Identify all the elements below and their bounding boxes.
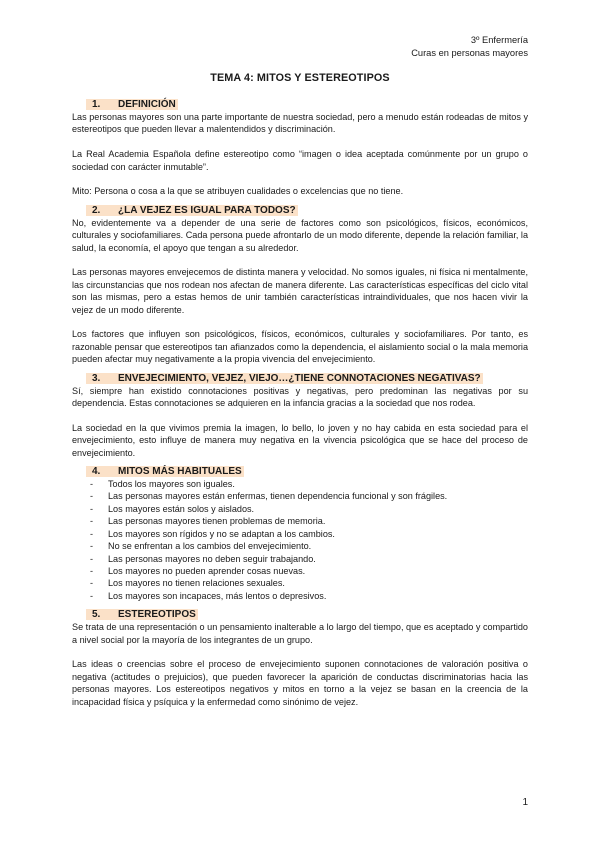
myths-list (72, 478, 528, 602)
paragraph: No, evidentemente va a depender de una serie de factores como son psicológicos, físicos, económicos, culturales y sociofamiliares. Cada persona puede afrontarlo de un modo diferente, depende la relación familiar, la salud, la economía, el apoyo que tengan a su alrededor. (72, 217, 528, 253)
section-heading-definicion: 1. DEFINICIÓN (72, 98, 528, 111)
section-heading-vejez: 2. ¿LA VEJEZ ES IGUAL PARA TODOS? (72, 204, 528, 217)
list-item: - Los mayores son rígidos y no se adaptan a los cambios. (90, 528, 335, 539)
section-heading-estereotipos: 5. ESTEREOTIPOS (72, 608, 528, 621)
list-item: - Los mayores no tienen relaciones sexuales. (90, 578, 285, 589)
paragraph: Los factores que influyen son psicológicos, físicos, económicos, culturales y sociofamiliares. Por tanto, es razonable pensar que estereotipos tan afianzados como la dependencia, el aislamiento social o la mala memoria pueden afectar muy negativamente a la propia vivencia del envejecimiento. (72, 329, 528, 365)
list-item: - Las personas mayores no deben seguir trabajando. (90, 553, 316, 564)
list-item: - Las personas mayores están enfermas, tienen dependencia funcional y son frágiles. (90, 491, 448, 502)
page-header (411, 34, 528, 60)
course-subject: Curas en personas mayores (411, 48, 528, 58)
course-year: 3º Enfermería (470, 35, 528, 45)
paragraph: La sociedad en la que vivimos premia la imagen, lo bello, lo joven y no hay cabida en esta sociedad para el envejecimiento, esto influye de manera muy negativa en la vivencia psicológica que se hace del proceso de envejecimiento. (72, 422, 528, 458)
document-body (72, 98, 528, 708)
list-item: - Los mayores no pueden aprender cosas nuevas. (90, 565, 306, 576)
list-item: - Los mayores están solos y aislados. (90, 503, 255, 514)
section-heading-envejecimiento: 3. ENVEJECIMIENTO, VEJEZ, VIEJO…¿TIENE CONNOTACIONES NEGATIVAS? (72, 372, 528, 385)
list-item: - Las personas mayores tienen problemas de memoria. (90, 516, 326, 527)
paragraph: La Real Academia Española define estereotipo como “imagen o idea aceptada comúnmente por un grupo o sociedad con carácter inmutable”. (72, 149, 528, 172)
list-item: - Los mayores son incapaces, más lentos o depresivos. (90, 590, 327, 601)
section-heading-mitos: 4. MITOS MÁS HABITUALES (72, 465, 528, 478)
list-item: - No se enfrentan a los cambios del envejecimiento. (90, 541, 312, 552)
paragraph: Se trata de una representación o un pensamiento inalterable a lo largo del tiempo, que es aceptado y compartido a nivel social por la mayoría de los integrantes de un grupo. (72, 622, 528, 645)
document-title: TEMA 4: MITOS Y ESTEREOTIPOS (210, 72, 390, 84)
paragraph: Mito: Persona o cosa a la que se atribuyen cualidades o excelencias que no tiene. (72, 186, 404, 197)
paragraph: Sí, siempre han existido connotaciones positivas y negativas, pero predominan las negativas por su dependencia. Estas connotaciones se adquieren en la infancia gracias a la sociedad que nos rodea. (72, 385, 528, 409)
paragraph: Las ideas o creencias sobre el proceso de envejecimiento suponen connotaciones de valoración positiva o negativa (actitudes o prejuicios), que pueden favorecer la aparición de conductas discriminatorias hacia las personas mayores. Los estereotipos negativos y mitos en torno a la vejez se basan en la creencia de la incapacidad física y psíquica y la enfermedad como sinónimo de vejez. (72, 659, 528, 707)
paragraph: Las personas mayores son una parte importante de nuestra sociedad, pero a menudo están rodeadas de mitos y estereotipos que pueden llevar a malentendidos y discriminación. (72, 112, 528, 135)
paragraph: Las personas mayores envejecemos de distinta manera y velocidad. No somos iguales, ni física ni mentalmente, las circunstancias que nos rodean nos afectan de manera diferente. Las características específicas del ciclo vital son las mismas, pero a estas hemos de unir también características intraindividuales, que nos hacen vivir la vejez de un modo diferente. (72, 267, 528, 315)
list-item: - Todos los mayores son iguales. (90, 479, 235, 490)
page-number: 1 (522, 797, 528, 808)
